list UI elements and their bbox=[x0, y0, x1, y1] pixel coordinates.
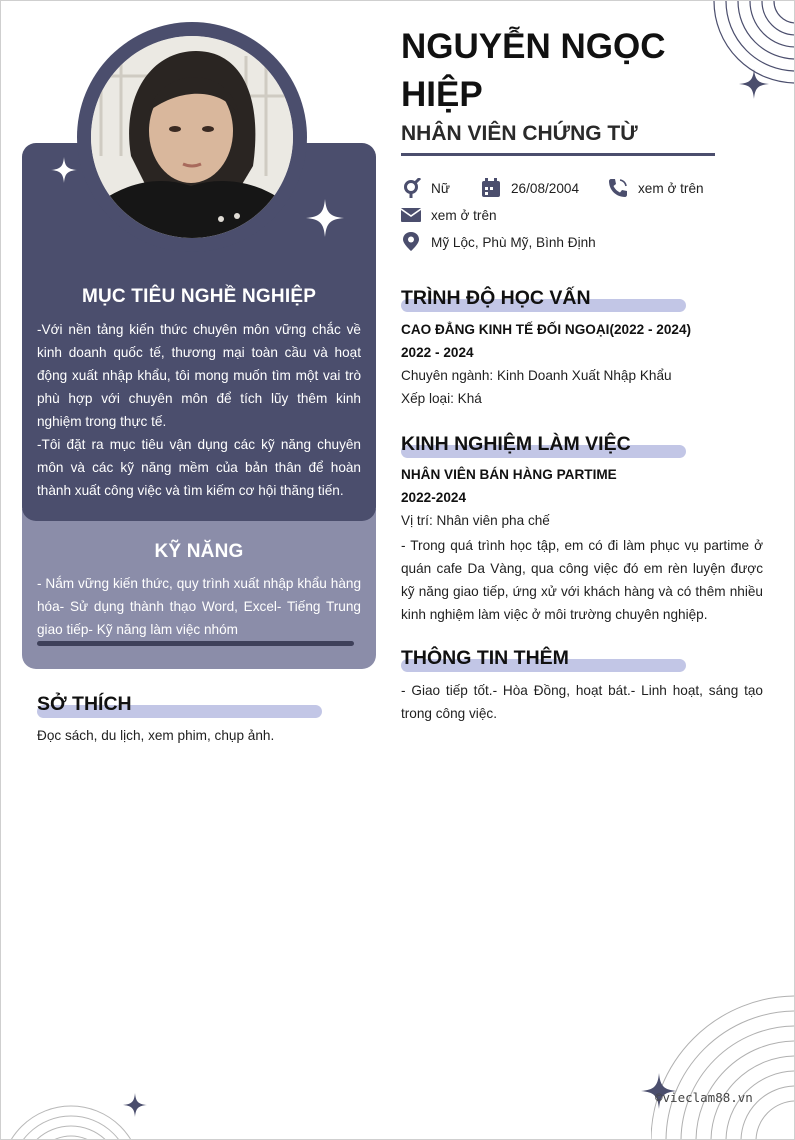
education-school: CAO ĐẲNG KINH TẾ ĐỐI NGOẠI(2022 - 2024) bbox=[401, 322, 692, 337]
objective-paragraph-1: -Với nền tảng kiến thức chuyên môn vững chắc về kinh doanh quốc tế, thương mại toàn cầu và hoạt động xuất nhập khẩu, tôi mong muốn tìm một vai trò phù hợp với chuyên môn để tích lũy thêm kinh nghiệm trong thực tế. bbox=[37, 322, 361, 429]
phone-icon bbox=[608, 178, 628, 198]
experience-role: NHÂN VIÊN BÁN HÀNG PARTIME bbox=[401, 467, 617, 482]
experience-position: Vị trí: Nhân viên pha chế bbox=[401, 513, 550, 528]
gender-value: Nữ bbox=[431, 180, 450, 196]
candidate-name bbox=[401, 23, 701, 119]
location-pin-icon bbox=[401, 232, 421, 252]
objective-title: MỤC TIÊU NGHỀ NGHIỆP bbox=[81, 286, 317, 307]
phone-info bbox=[608, 178, 704, 198]
avatar bbox=[91, 36, 293, 238]
skills-text: - Nắm vững kiến thức, quy trình xuất nhập khẩu hàng hóa- Sử dụng thành thạo Word, Excel- Tiếng Trung giao tiếp- Kỹ năng làm việc nhóm bbox=[37, 576, 361, 637]
education-period: 2022 - 2024 bbox=[401, 345, 474, 360]
experience-description: - Trong quá trình học tập, em có đi làm phục vụ partime ở quán cafe Da Vàng, qua công việc đó em rèn luyện được kỹ năng giao tiếp, ứng xử với khách hàng và có thêm nhiều kinh nghiệm làm việc ở môi trường chuyên nghiệp. bbox=[401, 538, 763, 622]
address-info bbox=[401, 232, 596, 252]
email-value: xem ở trên bbox=[431, 207, 497, 223]
additional-text: - Giao tiếp tốt.- Hòa Đồng, hoạt bát.- Linh hoạt, sáng tạo trong công việc. bbox=[401, 683, 763, 721]
gender-icon bbox=[401, 178, 421, 198]
hobbies-text: Đọc sách, du lịch, xem phim, chụp ảnh. bbox=[37, 728, 275, 743]
birthdate-value: 26/08/2004 bbox=[511, 180, 580, 196]
watermark: ©vieclam88.vn bbox=[655, 1090, 753, 1105]
envelope-icon bbox=[401, 205, 421, 225]
concentric-arcs-bottom-right-decoration bbox=[651, 966, 795, 1140]
objective-paragraph-2: -Tôi đặt ra mục tiêu vận dụng các kỹ năng chuyên môn và các kỹ năng mềm của bản thân để hoàn thành xuất công việc và tìm kiếm cơ hội thăng tiến. bbox=[37, 437, 361, 498]
candidate-name-line-1: NGUYỄN NGỌC bbox=[401, 27, 666, 66]
additional-title: THÔNG TIN THÊM bbox=[401, 647, 569, 669]
sparkle-icon bbox=[739, 69, 769, 99]
avatar-portrait-illustration bbox=[91, 36, 293, 238]
email-info bbox=[401, 205, 497, 225]
candidate-name-line-2: HIỆP bbox=[401, 75, 483, 114]
job-title: NHÂN VIÊN CHỨNG TỪ bbox=[401, 122, 638, 145]
skills-progress-bar bbox=[37, 641, 354, 646]
address-value: Mỹ Lộc, Phù Mỹ, Bình Định bbox=[431, 234, 596, 250]
experience-title: KINH NGHIỆM LÀM VIỆC bbox=[401, 433, 631, 455]
education-grade: Xếp loại: Khá bbox=[401, 391, 482, 406]
calendar-icon bbox=[481, 178, 501, 198]
hobbies-title: SỞ THÍCH bbox=[37, 693, 132, 715]
phone-value: xem ở trên bbox=[638, 180, 704, 196]
sparkle-icon bbox=[306, 199, 344, 237]
education-title: TRÌNH ĐỘ HỌC VẤN bbox=[401, 287, 591, 309]
experience-period: 2022-2024 bbox=[401, 490, 467, 505]
education-major: Chuyên ngành: Kinh Doanh Xuất Nhập Khẩu bbox=[401, 368, 672, 383]
birthdate-info bbox=[481, 178, 579, 198]
skills-title: KỸ NĂNG bbox=[154, 541, 244, 562]
gender-info bbox=[401, 178, 450, 198]
sparkle-icon bbox=[51, 157, 77, 183]
sparkle-icon bbox=[123, 1093, 147, 1117]
title-underline bbox=[401, 153, 715, 156]
